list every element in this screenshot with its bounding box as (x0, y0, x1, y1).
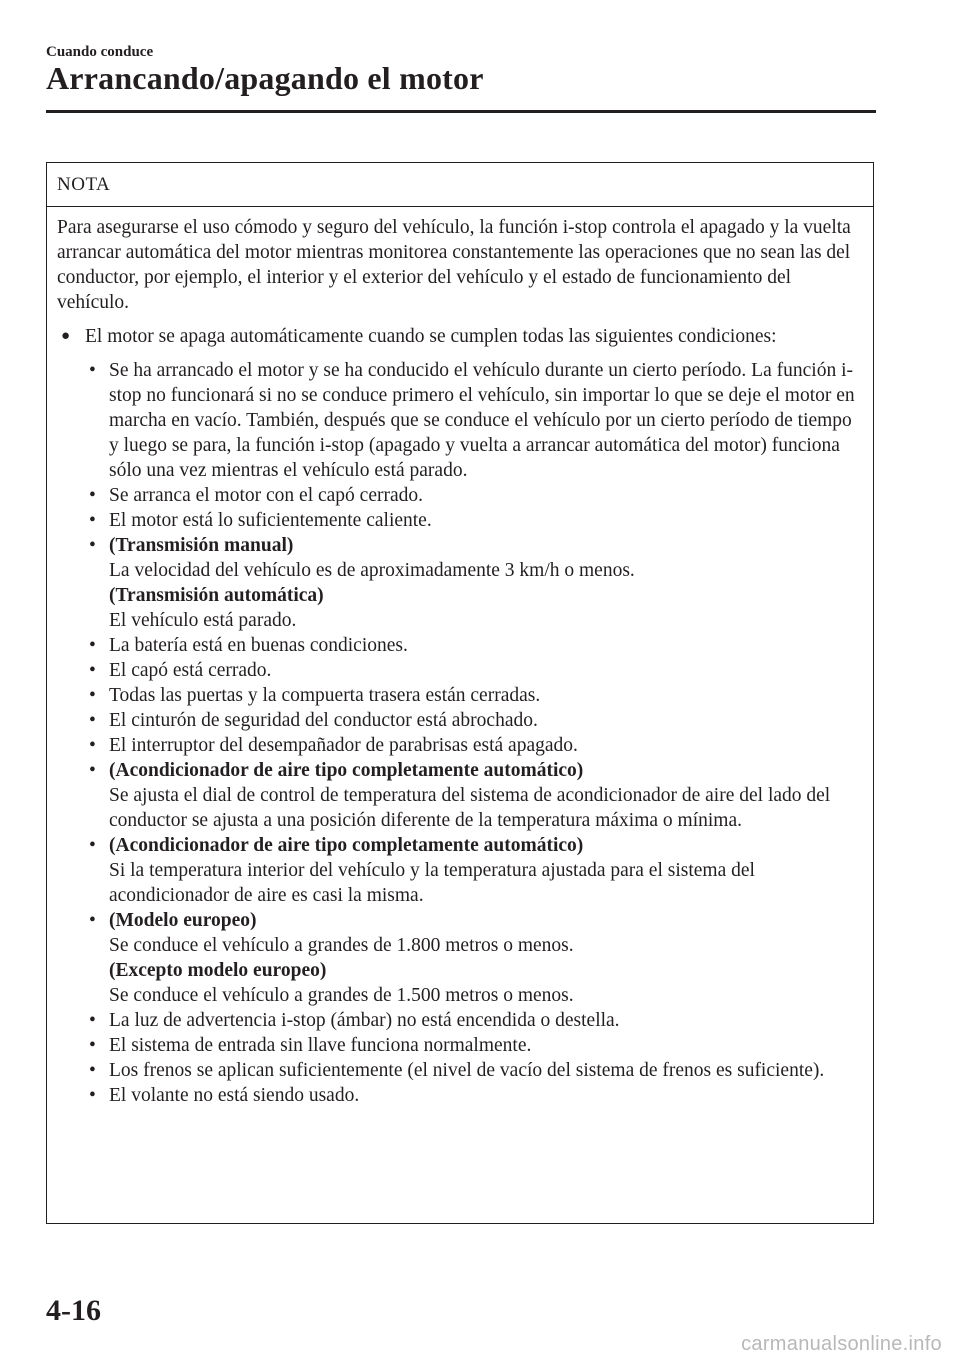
condition-text: La velocidad del vehículo es de aproximadamente 3 km/h o menos. (109, 560, 635, 581)
page-title: Arrancando/apagando el motor (46, 60, 484, 96)
bullet-icon: • (89, 1060, 96, 1081)
bullet-icon: • (89, 1010, 96, 1031)
condition-item (85, 1058, 859, 1083)
condition-heading: (Acondicionador de aire tipo completamente automático) (109, 760, 584, 781)
condition-item (85, 908, 859, 1008)
watermark: carmanualsonline.info (741, 1333, 942, 1355)
condition-item (85, 508, 859, 533)
condition-heading: (Transmisión manual) (109, 535, 294, 556)
condition-text: El interruptor del desempañador de parabrisas está apagado. (109, 735, 578, 756)
condition-list (57, 358, 859, 1108)
bullet-icon: • (89, 510, 96, 531)
section-label: Cuando conduce (46, 44, 154, 60)
condition-text: Los frenos se aplican suficientemente (el nivel de vacío del sistema de frenos es suficiente). (109, 1060, 825, 1081)
main-bullet (57, 324, 859, 349)
condition-text: Se conduce el vehículo a grandes de 1.800 metros o menos. (109, 935, 574, 956)
condition-text: Se ha arrancado el motor y se ha conducido el vehículo durante un cierto período. La función i-stop no funcionará si no se conduce primero el vehículo, sin importar lo que se deje el motor en marcha en vacío. También, después que se conduce el vehículo por un cierto período de tiempo y luego se para, la función i-stop (apagado y vuelta a arrancar automática del motor) funciona sólo una vez mientras el vehículo está parado. (109, 360, 855, 481)
note-label: NOTA (47, 163, 873, 207)
condition-item (85, 733, 859, 758)
condition-item (85, 1083, 859, 1108)
condition-text: El cinturón de seguridad del conductor está abrochado. (109, 710, 538, 731)
condition-text: La batería está en buenas condiciones. (109, 635, 408, 656)
condition-heading: (Acondicionador de aire tipo completamente automático) (109, 835, 584, 856)
condition-item (85, 708, 859, 733)
condition-item (85, 758, 859, 833)
note-intro: Para asegurarse el uso cómodo y seguro del vehículo, la función i-stop controla el apagado y la vuelta arrancar automática del motor mientras monitorea constantemente las operaciones que no sean las del conductor, por ejemplo, el interior y el exterior del vehículo y el estado de funcionamiento del vehículo. (57, 217, 851, 313)
note-body (47, 207, 873, 1108)
bullet-icon: • (89, 635, 96, 656)
condition-text: El vehículo está parado. (109, 610, 297, 631)
bullet-icon: • (89, 1085, 96, 1106)
bullet-icon: • (89, 910, 96, 931)
bullet-icon: • (89, 685, 96, 706)
condition-item (85, 833, 859, 908)
condition-heading: (Excepto modelo europeo) (109, 960, 327, 981)
main-bullet-text: El motor se apaga automáticamente cuando se cumplen todas las siguientes condiciones: (85, 326, 777, 347)
bullet-icon: • (89, 535, 96, 556)
condition-heading: (Transmisión automática) (109, 585, 324, 606)
condition-text: El sistema de entrada sin llave funciona normalmente. (109, 1035, 532, 1056)
condition-item (85, 358, 859, 483)
condition-text: Se ajusta el dial de control de temperatura del sistema de acondicionador de aire del lado del conductor se ajusta a una posición diferente de la temperatura máxima o mínima. (109, 785, 831, 831)
bullet-icon: • (89, 735, 96, 756)
condition-text: Si la temperatura interior del vehículo y la temperatura ajustada para el sistema del acondicionador de aire es casi la misma. (109, 860, 755, 906)
condition-text: El volante no está siendo usado. (109, 1085, 360, 1106)
bullet-icon: • (89, 1035, 96, 1056)
bullet-icon: • (89, 835, 96, 856)
bullet-icon: • (89, 710, 96, 731)
bullet-icon: • (89, 660, 96, 681)
bullet-icon: • (89, 760, 96, 781)
condition-text: Se conduce el vehículo a grandes de 1.500 metros o menos. (109, 985, 574, 1006)
bullet-icon: • (89, 360, 96, 381)
condition-item (85, 658, 859, 683)
condition-heading: (Modelo europeo) (109, 910, 257, 931)
condition-text: Todas las puertas y la compuerta trasera están cerradas. (109, 685, 541, 706)
condition-item (85, 1033, 859, 1058)
condition-item (85, 533, 859, 633)
note-box (46, 162, 874, 1224)
condition-item (85, 483, 859, 508)
condition-text: Se arranca el motor con el capó cerrado. (109, 485, 423, 506)
condition-text: La luz de advertencia i-stop (ámbar) no está encendida o destella. (109, 1010, 620, 1031)
condition-item (85, 683, 859, 708)
title-rule (46, 110, 876, 113)
page-number: 4-16 (46, 1294, 101, 1327)
condition-text: El motor está lo suficientemente caliente. (109, 510, 432, 531)
bullet-dot-icon: ● (61, 328, 71, 344)
condition-text: El capó está cerrado. (109, 660, 272, 681)
condition-item (85, 633, 859, 658)
bullet-icon: • (89, 485, 96, 506)
condition-item (85, 1008, 859, 1033)
